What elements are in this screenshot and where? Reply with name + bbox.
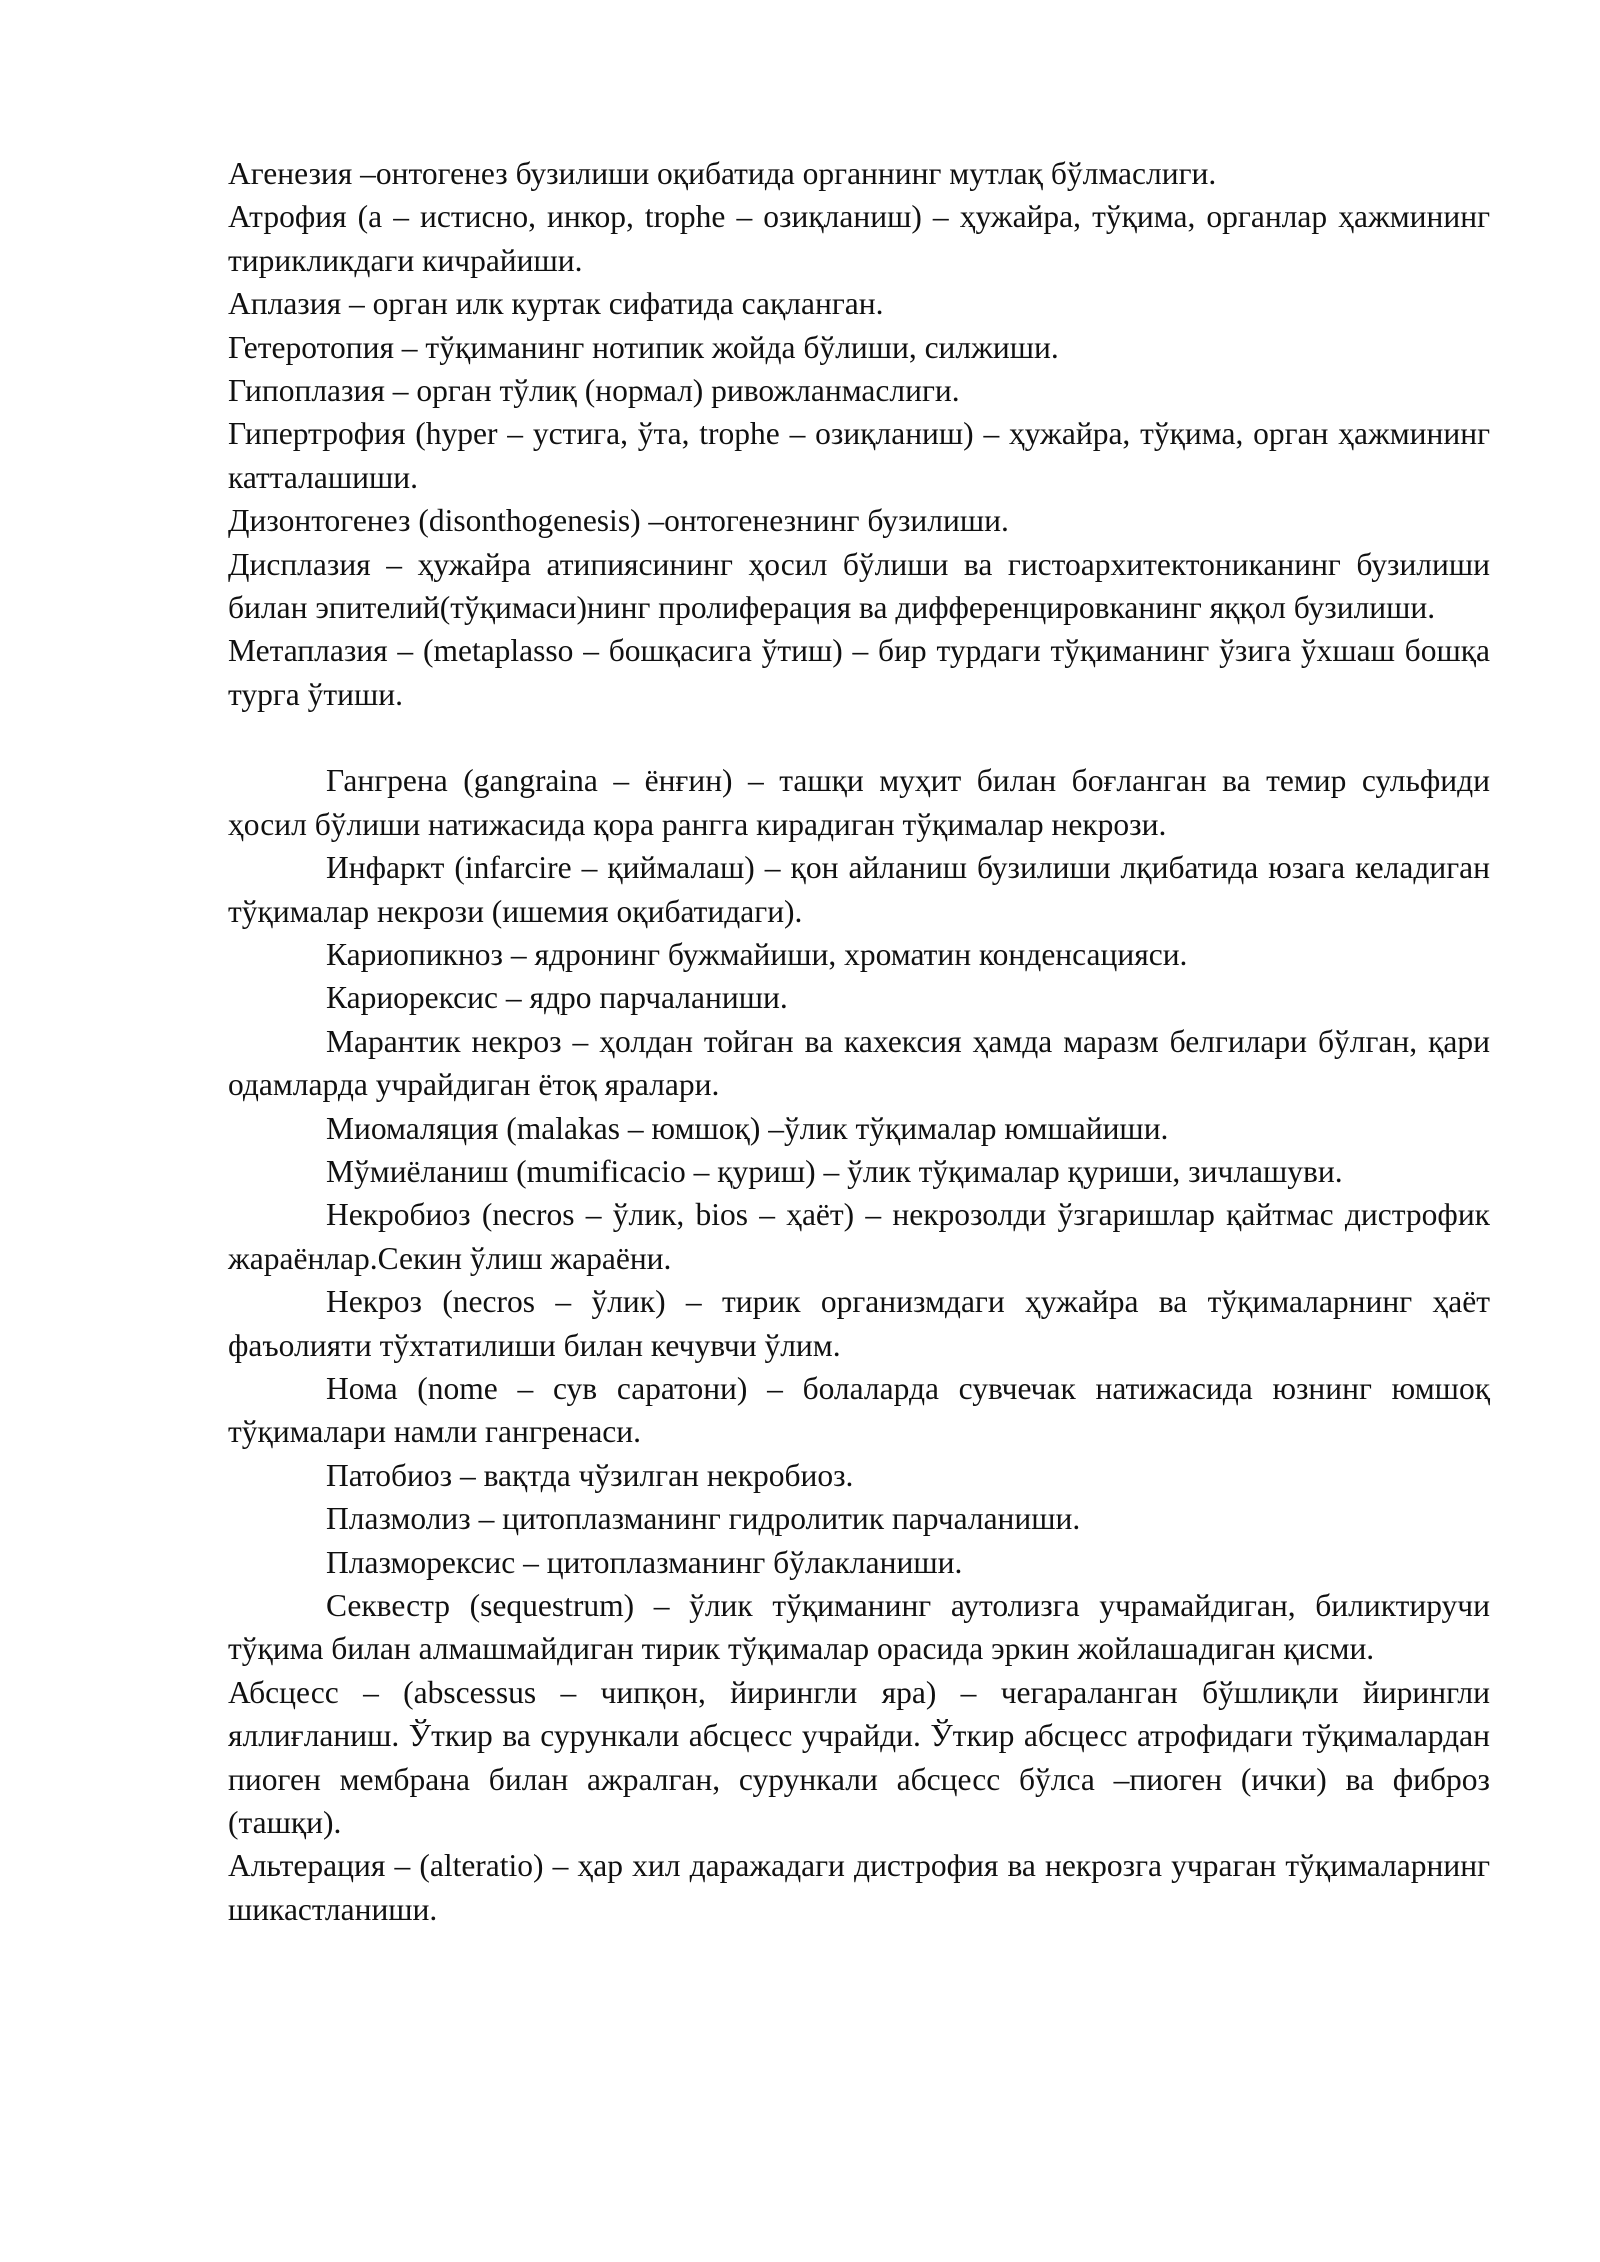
term-hypertrophy: Гипертрофия (hyper – устига, ўта, trophe – озиқланиш) – ҳужайра, тўқима, орган ҳажмининг катталашиши. bbox=[228, 416, 1490, 495]
term-marantic-necrosis: Марантик некроз – ҳолдан тойган ва кахексия ҳамда маразм белгилари бўлган, қари одамларда учрайдиган ётоқ яралари. bbox=[228, 1023, 1490, 1103]
term-necrosis: Некроз (necros – ўлик) – тирик организмдаги ҳужайра ва тўқималарнинг ҳаёт фаъолияти тўхтатилиши билан кечувчи ўлим. bbox=[228, 1284, 1490, 1363]
term-metaplasia: Метаплазия – (metaplasso – бошқасига ўтиш) – бир турдаги тўқиманинг ўзига ўхшаш бошқа турга ўтиши. bbox=[228, 633, 1490, 712]
term-alteration: Альтерация – (alteratio) – ҳар хил даражадаги дистрофия ва некрозга учраган тўқималарнинг шикастланиши. bbox=[228, 1848, 1490, 1927]
term-necrobiosis: Некробиоз (necros – ўлик, bios – ҳаёт) – некрозолди ўзгаришлар қайтмас дистрофик жараёнлар.Секин ўлиш жараёни. bbox=[228, 1197, 1490, 1276]
term-dysplasia: Дисплазия – ҳужайра атипиясининг ҳосил бўлиши ва гистоархитектониканинг бузилиши билан эпителий(тўқимаси)нинг пролиферация ва дифференцировканинг яққол бузилиши. bbox=[228, 546, 1490, 626]
section-gap bbox=[228, 716, 1490, 759]
term-noma: Нома (nome – сув саратони) – болаларда сувчечак натижасида юзнинг юмшоқ тўқималари намли гангренаси. bbox=[228, 1370, 1490, 1450]
term-gangrene: Гангрена (gangraina – ёнғин) – ташқи муҳит билан боғланган ва темир сульфиди ҳосил бўлиши натижасида қора рангга кирадиган тўқималар некрози. bbox=[228, 763, 1490, 842]
term-hypoplasia: Гипоплазия – орган тўлиқ (нормал) ривожланмаслиги. bbox=[228, 373, 960, 409]
term-karyorrhexis: Кариорексис – ядро парчаланиши. bbox=[326, 980, 788, 1016]
term-sequestrum: Секвестр (sequestrum) – ўлик тўқиманинг аутолизга учрамайдиган, биликтиручи тўқима билан алмашмайдиган тирик тўқималар орасида эркин жойлашадиган қисми. bbox=[228, 1588, 1490, 1667]
term-mummification: Мўмиёланиш (mumificacio – қуриш) – ўлик тўқималар қуриши, зичлашуви. bbox=[326, 1153, 1343, 1189]
term-abscess: Абсцесс – (abscessus – чипқон, йирингли яра) – чегараланган бўшлиқли йирингли яллиғланиш. Ўткир ва сурункали абсцесс учрайди. Ўткир абсцесс атрофидаги тўқималардан пиоген мембрана билан ажралган, сурункали абсцесс бўлса –пиоген (ички) ва фиброз (ташқи). bbox=[228, 1674, 1490, 1841]
term-plasmolysis: Плазмолиз – цитоплазманинг гидролитик парчаланиши. bbox=[326, 1501, 1081, 1537]
term-pathobiosis: Патобиоз – вақтда чўзилган некробиоз. bbox=[326, 1457, 854, 1493]
term-aplasia: Аплазия – орган илк куртак сифатида сақланган. bbox=[228, 286, 884, 322]
term-atrophy: Атрофия (а – истисно, инкор, trophe – озиқланиш) – ҳужайра, тўқима, органлар ҳажмининг тирикликдаги кичрайиши. bbox=[228, 199, 1490, 278]
term-agenesis: Агенезия –онтогенез бузилиши оқибатида органнинг мутлақ бўлмаслиги. bbox=[228, 156, 1217, 191]
term-plasmorrhexis: Плазморексис – цитоплазманинг бўлакланиши. bbox=[326, 1544, 963, 1580]
term-karyopyknosis: Кариопикноз – ядронинг бужмайиши, хроматин конденсацияси. bbox=[326, 936, 1188, 972]
term-dysontogenesis: Дизонтогенез (disonthogenesis) –онтогенезнинг бузилиши. bbox=[228, 503, 1009, 539]
term-myomalacia: Миомаляция (malakas – юмшоқ) –ўлик тўқималар юмшайиши. bbox=[326, 1110, 1169, 1146]
document-page bbox=[228, 152, 1490, 1931]
term-heterotopia: Гетеротопия – тўқиманинг нотипик жойда бўлиши, силжиши. bbox=[228, 329, 1059, 365]
term-infarct: Инфаркт (infarcire – қиймалаш) – қон айланиш бузилиши лқибатида юзага келадиган тўқималар некрози (ишемия оқибатидаги). bbox=[228, 850, 1490, 929]
